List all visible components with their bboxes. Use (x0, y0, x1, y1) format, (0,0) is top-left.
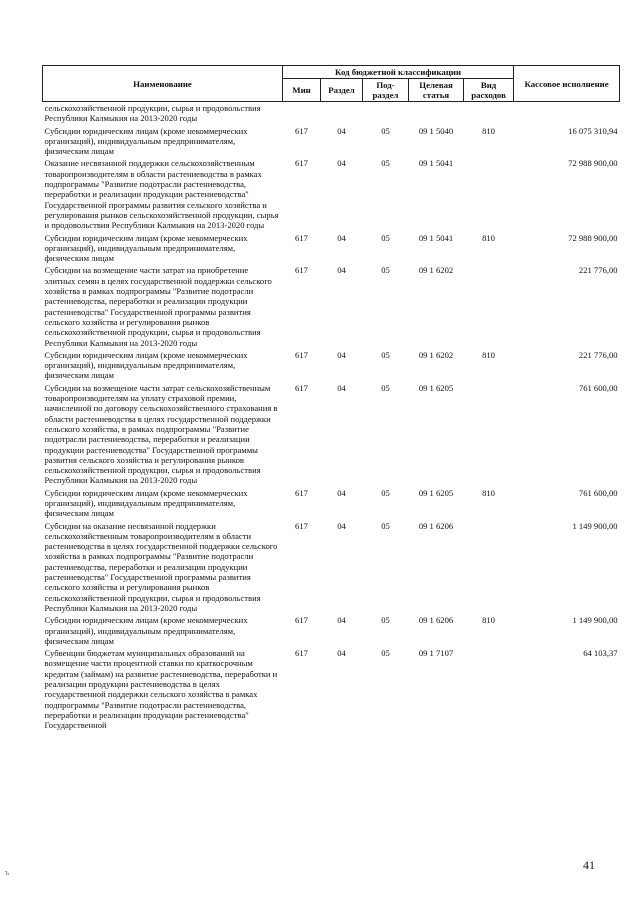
row-statya: 09 1 5041 (418, 232, 454, 243)
row-amount: 72 988 900,00 (568, 232, 618, 243)
row-amount: 761 600,00 (578, 382, 618, 393)
row-podrazdel: 05 (381, 615, 390, 626)
budget-table (42, 65, 620, 732)
row-name: Субсидии на возмещение части затрат сельскохозяйственным товаропроизводителям на уплату страховой премии, начисленной по договору сельскохозяйственного страхования в области растениеводства в целях государственной поддержки сельского хозяйства, в рамках подпрограммы "Развитие подотрасли растениеводства, переработки и реализации продукции растениеводства" Государственной программы развития сельского хозяйства и регулирования рынков сельскохозяйственной продукции, сырья и продовольствия Республики Калмыкия на 2013-2020 годы (44, 382, 278, 486)
row-min: 617 (295, 648, 308, 659)
table-row (43, 614, 620, 647)
row-statya: 09 1 5040 (418, 125, 454, 136)
table-row (43, 382, 620, 487)
row-razdel: 04 (337, 615, 346, 626)
row-min: 617 (295, 487, 308, 498)
table-row (43, 520, 620, 615)
row-min: 617 (295, 265, 308, 276)
row-name: Субсидии юридическим лицам (кроме некоммерческих организаций), индивидуальным предпринимателям, физическим лицам (44, 232, 248, 264)
table-row (43, 125, 620, 158)
row-podrazdel: 05 (381, 349, 390, 360)
row-statya: 09 1 7107 (418, 648, 454, 659)
row-min: 617 (295, 349, 308, 360)
row-vid (464, 157, 514, 231)
row-vid (464, 520, 514, 615)
row-podrazdel: 05 (381, 232, 390, 243)
row-amount: 221 776,00 (578, 265, 618, 276)
row-vid (464, 382, 514, 487)
row-podrazdel (363, 102, 409, 125)
row-statya: 09 1 5041 (418, 158, 454, 169)
row-statya: 09 1 6205 (418, 487, 454, 498)
row-razdel: 04 (337, 648, 346, 659)
row-amount: 1 149 900,00 (572, 615, 618, 626)
row-razdel: 04 (337, 232, 346, 243)
row-name: Оказание несвязанной поддержки сельскохозяйственным товаропроизводителям в области растениеводства в рамках подпрограммы "Развитие подотрасли растениеводства, переработки и реализации продукции растениеводства" Государственной программы развития сельского хозяйства и регулирования рынков сельскохозяйственной продукции, сырья и продовольствия Республики Калмыкия на 2013-2020 годы (44, 158, 279, 231)
row-razdel: 04 (337, 125, 346, 136)
row-podrazdel: 05 (381, 158, 390, 169)
row-name: Субсидии юридическим лицам (кроме некоммерческих организаций), индивидуальным предпринимателям, физическим лицам (44, 615, 248, 646)
row-amount: 64 103,37 (583, 648, 618, 659)
row-name: Субсидии юридическим лицам (кроме некоммерческих организаций), индивидуальным предпринимателям, физическим лицам (44, 125, 248, 157)
row-vid (464, 264, 514, 348)
header-razdel: Раздел (321, 79, 363, 102)
row-min: 617 (295, 158, 308, 169)
table-header (43, 66, 620, 102)
row-razdel: 04 (337, 265, 346, 276)
row-statya: 09 1 6205 (418, 382, 454, 393)
header-name: Наименование (43, 66, 283, 102)
row-amount: 72 988 900,00 (568, 158, 618, 169)
header-podrazdel: Под-раздел (363, 79, 409, 102)
row-razdel: 04 (337, 382, 346, 393)
row-razdel: 04 (337, 349, 346, 360)
row-statya: 09 1 6202 (418, 265, 454, 276)
row-min: 617 (295, 520, 308, 531)
header-amount: Кассовое исполнение (514, 66, 620, 102)
row-min: 617 (295, 615, 308, 626)
row-razdel (321, 102, 363, 125)
row-vid: 810 (482, 615, 495, 626)
row-podrazdel: 05 (381, 520, 390, 531)
row-min (283, 102, 321, 125)
row-name: Субсидии на возмещение части затрат на приобретение элитных семян в целях государственной поддержки сельского хозяйства в рамках подпрограммы "Развитие подотрасли растениеводства, переработки и реализации продукции растениеводства" Государственной программы развития сельского хозяйства и регулирования рынков сельскохозяйственной продукции, сырья и продовольствия Республики Калмыкия на 2013-2020 годы (44, 265, 272, 348)
row-vid: 810 (482, 487, 495, 498)
row-statya: 09 1 6202 (418, 349, 454, 360)
row-razdel: 04 (337, 158, 346, 169)
row-podrazdel: 05 (381, 382, 390, 393)
row-amount: 761 600,00 (578, 487, 618, 498)
row-min: 617 (295, 125, 308, 136)
row-name: Субвенции бюджетам муниципальных образований на возмещение части процентной ставки по краткосрочным кредитам (займам) на развитие растениеводства, переработки и реализации продукции растениеводства в целях государственной поддержки сельского хозяйства в рамках подпрограммы "Развитие подотрасли растениеводства, переработки и реализации продукции растениеводства" Государственной (44, 648, 278, 731)
table-row (43, 157, 620, 231)
page-number: 41 (583, 858, 595, 872)
row-amount: 16 075 310,94 (568, 125, 618, 136)
row-statya (409, 102, 464, 125)
row-min: 617 (295, 382, 308, 393)
row-amount: 221 776,00 (578, 349, 618, 360)
scan-mark: ъ (5, 868, 10, 877)
row-vid: 810 (482, 349, 495, 360)
row-name: Субсидии юридическим лицам (кроме некоммерческих организаций), индивидуальным предпринимателям, физическим лицам (44, 349, 248, 381)
row-vid (464, 647, 514, 731)
row-razdel: 04 (337, 487, 346, 498)
row-podrazdel: 05 (381, 265, 390, 276)
header-min: Мин (283, 79, 321, 102)
row-statya: 09 1 6206 (418, 615, 454, 626)
table-row (43, 264, 620, 348)
table-row (43, 102, 620, 125)
row-name: Субсидии на оказание несвязанной поддержки сельскохозяйственным товаропроизводителям в области растениеводства в целях государственной поддержки сельского хозяйства в рамках подпрограммы "Развитие подотрасли растениеводства, переработки и реализации продукции растениеводства" Государственной программы развития сельского хозяйства и регулирования рынков сельскохозяйственной продукции, сырья и продовольствия Республики Калмыкия на 2013-2020 годы (44, 520, 278, 613)
row-amount (514, 102, 620, 125)
table-row (43, 487, 620, 520)
row-min: 617 (295, 232, 308, 243)
table-row (43, 647, 620, 731)
header-statya: Целевая статья (409, 79, 464, 102)
row-name: Субсидии юридическим лицам (кроме некоммерческих организаций), индивидуальным предпринимателям, физическим лицам (44, 487, 248, 519)
row-statya: 09 1 6206 (418, 520, 454, 531)
row-razdel: 04 (337, 520, 346, 531)
table-row (43, 349, 620, 382)
row-name: сельскохозяйственной продукции, сырья и продовольствия Республики Калмыкия на 2013-2020 годы (44, 103, 261, 124)
table-row (43, 232, 620, 265)
row-podrazdel: 05 (381, 648, 390, 659)
row-vid (464, 102, 514, 125)
row-podrazdel: 05 (381, 125, 390, 136)
table-body (43, 102, 620, 732)
header-vid: Вид расходов (464, 79, 514, 102)
row-amount: 1 149 900,00 (572, 520, 618, 531)
row-podrazdel: 05 (381, 487, 390, 498)
row-vid: 810 (482, 125, 495, 136)
header-classification-group: Код бюджетной классификации (283, 66, 514, 79)
row-vid: 810 (482, 232, 495, 243)
